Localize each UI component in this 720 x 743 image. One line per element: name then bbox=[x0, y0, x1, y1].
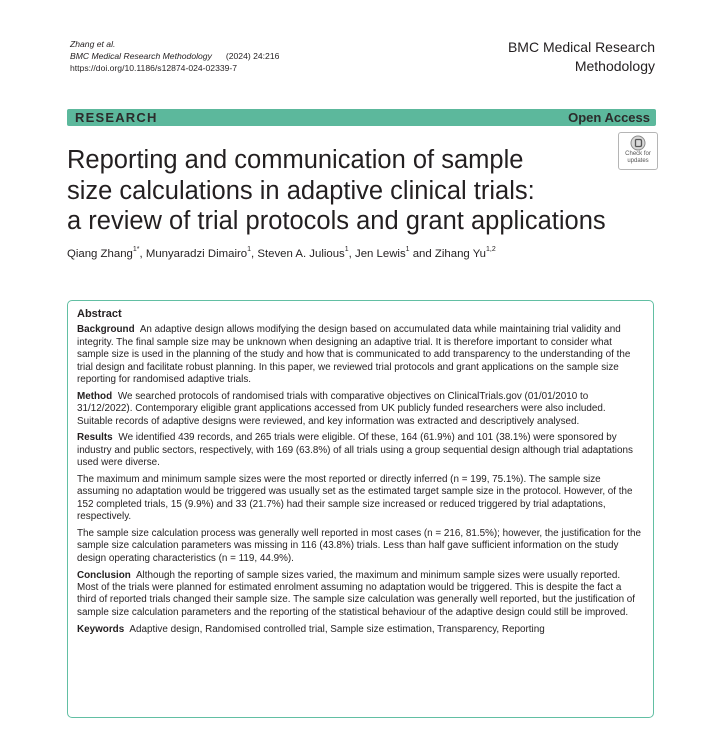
results-text-1: We identified 439 records, and 265 trials were eligible. Of these, 164 (61.9%) and 101 (38.1%) were sponsored by industry and public sectors, respectively, with 169 (63.8%) of all trials using a group sequential design although trial adaptations used were diverse. bbox=[77, 432, 633, 469]
author-affiliation: 1* bbox=[132, 246, 140, 253]
author-affiliation: 1 bbox=[405, 246, 410, 253]
abstract-conclusion bbox=[77, 570, 643, 620]
author-name[interactable]: Zihang Yu bbox=[434, 248, 486, 260]
check-for-updates-line2: updates bbox=[627, 157, 649, 164]
author-list bbox=[67, 248, 496, 260]
keywords-text: Adaptive design, Randomised controlled trial, Sample size estimation, Transparency, Reporting bbox=[129, 623, 545, 635]
citation-journal: BMC Medical Research Methodology bbox=[70, 51, 212, 61]
author-name[interactable]: Jen Lewis bbox=[355, 248, 406, 260]
author-affiliation: 1,2 bbox=[486, 246, 496, 253]
journal-name-line2: Methodology bbox=[574, 57, 655, 74]
keywords-label: Keywords bbox=[77, 623, 125, 635]
author-separator: and bbox=[409, 248, 435, 260]
article-title bbox=[67, 145, 612, 237]
check-for-updates-button[interactable] bbox=[618, 132, 658, 170]
citation-journal-line bbox=[70, 50, 279, 62]
author-name[interactable]: Qiang Zhang bbox=[67, 248, 133, 260]
check-for-updates-icon bbox=[630, 135, 646, 151]
journal-name-line1: BMC Medical Research bbox=[507, 39, 655, 55]
results-text-3: The sample size calculation process was generally well reported in most cases (n = 216, 81.5%); however, the justification for the sample size calculation parameters was missing in 116 (43.8%) trials. Less than half gave sufficient information on the study design operating characteristics (n = 119, 44.9%). bbox=[77, 528, 641, 564]
abstract-results-paragraph-3 bbox=[77, 528, 643, 565]
citation-year-volume: (2024) 24:216 bbox=[225, 51, 280, 61]
method-text: We searched protocols of randomised trials with comparative objectives on ClinicalTrials.gov (01/01/2010 to 31/12/2022). Contemporary eligible grant applications accessed from UK publicly funded researchers were also included. Suitable records of adaptive designs were reviewed, and key information was extracted and descriptively analysed. bbox=[77, 390, 606, 427]
author-separator: , bbox=[139, 248, 146, 260]
results-text-2: The maximum and minimum sample sizes were the most reported or directly inferred (n = 199, 75.1%). The sample size assuming no adaptation would be triggered was usually set as the estimated target sample size in the protocol. However, of the 152 completed trials, 15 (9.9%) and 33 (21.7%) had their sample size increased or reduced triggered by trial adaptations, respectively. bbox=[77, 474, 633, 523]
results-label: Results bbox=[77, 432, 113, 444]
conclusion-label: Conclusion bbox=[77, 569, 131, 581]
author-affiliation: 1 bbox=[344, 246, 349, 253]
citation-block bbox=[70, 38, 279, 74]
abstract-background bbox=[77, 324, 643, 386]
author-name[interactable]: Steven A. Julious bbox=[257, 248, 345, 260]
title-line-2: size calculations in adaptive clinical trials: bbox=[67, 176, 535, 205]
method-label: Method bbox=[77, 390, 113, 402]
background-label: Background bbox=[77, 324, 135, 336]
author-affiliation: 1 bbox=[247, 246, 252, 253]
background-text: An adaptive design allows modifying the design based on accumulated data while maintaining trial validity and integrity. The final sample size may be unknown when designing an adaptive trial. It is therefore important to consider what sample size is used in the planning of the study and how that is communicated to add transparency to the understanding of the trial design and facilitate robust planning. In this paper, we reviewed trial protocols and grant applications on the sample size reporting for randomised adaptive trials. bbox=[77, 324, 631, 386]
abstract-results bbox=[77, 432, 643, 469]
check-for-updates-line1: Check for bbox=[625, 151, 651, 157]
journal-name bbox=[508, 38, 655, 75]
abstract-method bbox=[77, 391, 643, 428]
author-separator: , bbox=[348, 248, 355, 260]
doi-link[interactable]: https://doi.org/10.1186/s12874-024-02339-7 bbox=[70, 63, 238, 73]
abstract-box bbox=[67, 300, 654, 718]
conclusion-text: Although the reporting of sample sizes varied, the maximum and minimum sample sizes were usually reported. Most of the trials were planned for estimated enrolment assuming no adaptation would be triggered. This is despite the fact a third of reported trials changed their sample size. The sample size calculation was generally well reported, but the justification of sample size calculation parameters and the reporting of the statistical behaviour of the adaptive design could still be improved. bbox=[77, 569, 636, 618]
title-line-3: a review of trial protocols and grant applications bbox=[67, 207, 606, 235]
title-line-1: Reporting and communication of sample bbox=[67, 146, 524, 174]
abstract-results-paragraph-2 bbox=[77, 474, 643, 524]
author-name[interactable]: Munyaradzi Dimairo bbox=[145, 248, 248, 260]
open-access-label: Open Access bbox=[568, 110, 650, 125]
abstract-heading: Abstract bbox=[77, 308, 122, 320]
article-type-banner bbox=[67, 109, 656, 126]
article-type-label: RESEARCH bbox=[75, 110, 158, 125]
citation-authors: Zhang et al. bbox=[70, 39, 116, 49]
abstract-keywords bbox=[77, 624, 643, 636]
author-separator: , bbox=[251, 248, 258, 260]
